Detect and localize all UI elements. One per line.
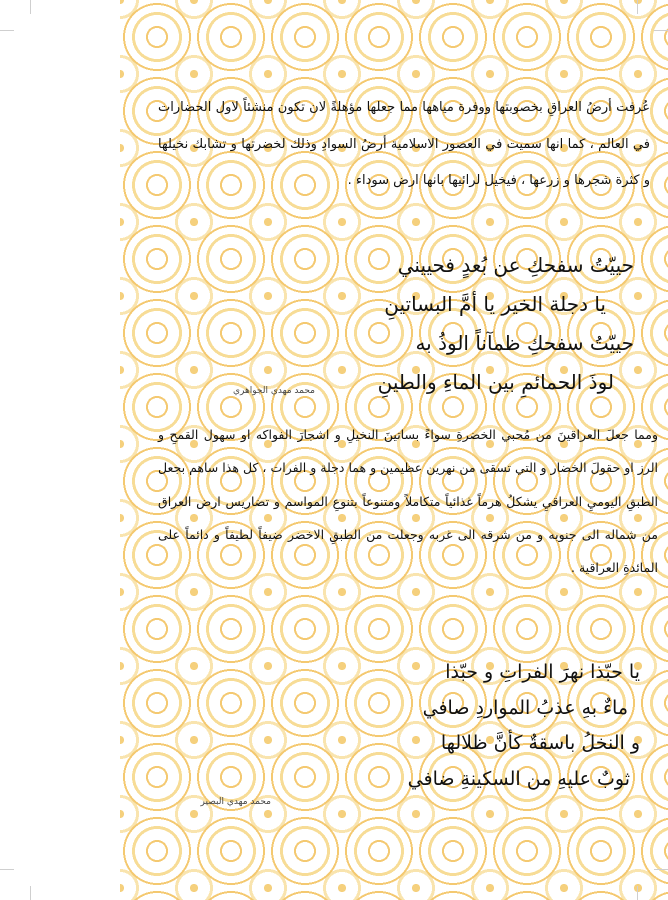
crop-mark — [0, 869, 14, 870]
crop-mark — [654, 30, 668, 31]
poet-signature-jawahiri: محمد مهدي الجواهري — [233, 386, 315, 396]
poem-line: لوذَ الحمائمِ بين الماءِ والطينِ — [377, 370, 614, 394]
poem-line: يا حبّذا نهرَ الفراتِ و حبّذا — [445, 661, 640, 683]
poem-jawahiri — [154, 246, 634, 402]
body-paragraph: ومما جعلَ العراقينَ من مُحبي الخضرةِ سواءً بساتينَ النخيلِ و اشجارَ الفواكه او سهول القمحِ و الرز او حقولَ الخضار و التي تسقى من نهرين عظيمين و هما دجلة و الفرات ، كل هذا ساهم بجعل الطبقِ اليوميِ العراقيِ يشكلُ هرماً غذائياً متكاملاً ومتنوعاً بتنوعِ المواسم و تضاريس ارض العراق من شماله الى جنوبه و من شرقه الى غربه وجعلت من الطبقِ الاخضر ضيفاً لطيفاً و دائماً على المائدةِ العراقية . — [158, 427, 658, 576]
crop-mark — [30, 886, 31, 900]
poet-signature-basir: محمد مهدي البصير — [200, 797, 271, 807]
crop-mark — [637, 0, 638, 14]
poem-line: و النخلُ باسقةٌ كأنَّ ظلالها — [440, 732, 640, 754]
crop-mark — [30, 0, 31, 14]
poem-line: حييّتُ سفحكِ عن بُعدٍ فحييني — [397, 253, 634, 277]
crop-mark — [654, 869, 668, 870]
poem-line: ثوبٌ عليهِ من السكينةِ ضافي — [407, 767, 630, 790]
intro-paragraph: عُرفت أرضُ العراقِ بخصوبتها ووفرة مياهها مما جعلها مؤهلةً لان تكون منشئاً لاول الحضارات في العالم ، كما انها سميت في العصور الاسلامية أرضُ السوادِ وذلك لخضرتها و تشابك نخيلها و كثرة شجرها و زرعها ، فيخيل لرائيها بانها ارض سوداء . — [158, 100, 650, 188]
poem-line: ماءٌ بهِ عذبُ المواردِ صافي — [422, 696, 628, 719]
poem-line: يا دجلة الخير يا أمَّ البساتينِ — [384, 292, 606, 316]
poem-basir — [170, 655, 640, 797]
crop-mark — [0, 30, 14, 31]
poem-line: حييّتُ سفحكِ ظمآناً الوذُ به — [415, 331, 634, 355]
crop-mark — [637, 886, 638, 900]
